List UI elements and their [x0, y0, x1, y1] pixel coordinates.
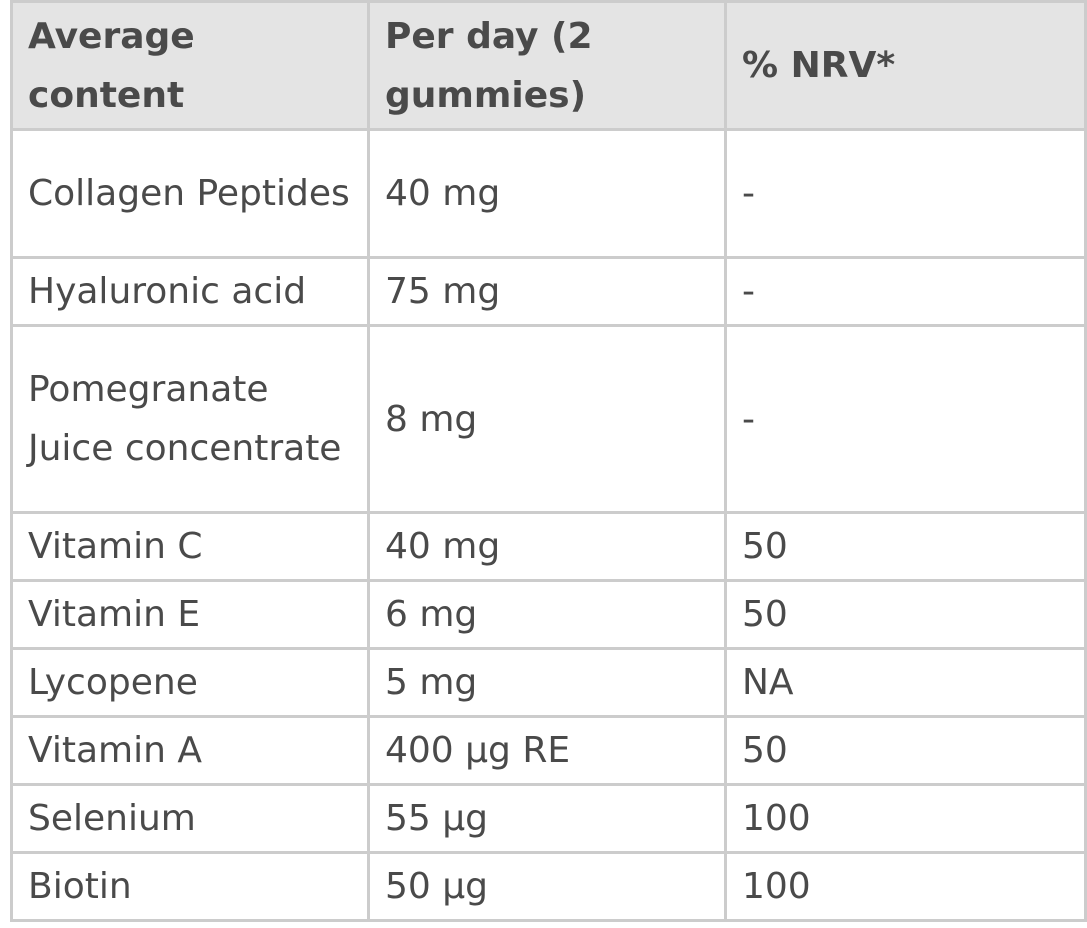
nrv-value: -	[726, 258, 1086, 326]
nutrient-name: Vitamin E	[12, 581, 369, 649]
nutrient-name: Hyaluronic acid	[12, 258, 369, 326]
nutrient-name: Biotin	[12, 853, 369, 921]
nrv-value: 50	[726, 581, 1086, 649]
table-row	[12, 513, 1086, 581]
nutrient-name: Collagen Peptides	[12, 130, 369, 258]
nrv-value: 100	[726, 853, 1086, 921]
header-per-day: Per day (2 gummies)	[369, 2, 726, 130]
table-row	[12, 853, 1086, 921]
per-day-amount: 75 mg	[369, 258, 726, 326]
nutrient-name: Vitamin C	[12, 513, 369, 581]
nutrition-table	[10, 0, 1087, 922]
per-day-amount: 6 mg	[369, 581, 726, 649]
table-row	[12, 717, 1086, 785]
per-day-amount: 40 mg	[369, 130, 726, 258]
table-row	[12, 258, 1086, 326]
nrv-value: NA	[726, 649, 1086, 717]
table-row	[12, 130, 1086, 258]
table-row	[12, 649, 1086, 717]
nutrient-name: Selenium	[12, 785, 369, 853]
nrv-value: -	[726, 326, 1086, 513]
table-header	[12, 2, 1086, 130]
per-day-amount: 55 µg	[369, 785, 726, 853]
nrv-value: 50	[726, 717, 1086, 785]
nrv-value: 100	[726, 785, 1086, 853]
header-nrv: % NRV*	[726, 2, 1086, 130]
table-row	[12, 785, 1086, 853]
per-day-amount: 40 mg	[369, 513, 726, 581]
table-body	[12, 130, 1086, 921]
per-day-amount: 50 µg	[369, 853, 726, 921]
nutrient-name: Vitamin A	[12, 717, 369, 785]
nrv-value: -	[726, 130, 1086, 258]
nutrient-name: Lycopene	[12, 649, 369, 717]
table-row	[12, 326, 1086, 513]
table-row	[12, 581, 1086, 649]
nutrient-name: Pomegranate Juice concentrate	[12, 326, 369, 513]
per-day-amount: 400 µg RE	[369, 717, 726, 785]
header-row	[12, 2, 1086, 130]
per-day-amount: 8 mg	[369, 326, 726, 513]
per-day-amount: 5 mg	[369, 649, 726, 717]
nrv-value: 50	[726, 513, 1086, 581]
header-average-content: Average content	[12, 2, 369, 130]
